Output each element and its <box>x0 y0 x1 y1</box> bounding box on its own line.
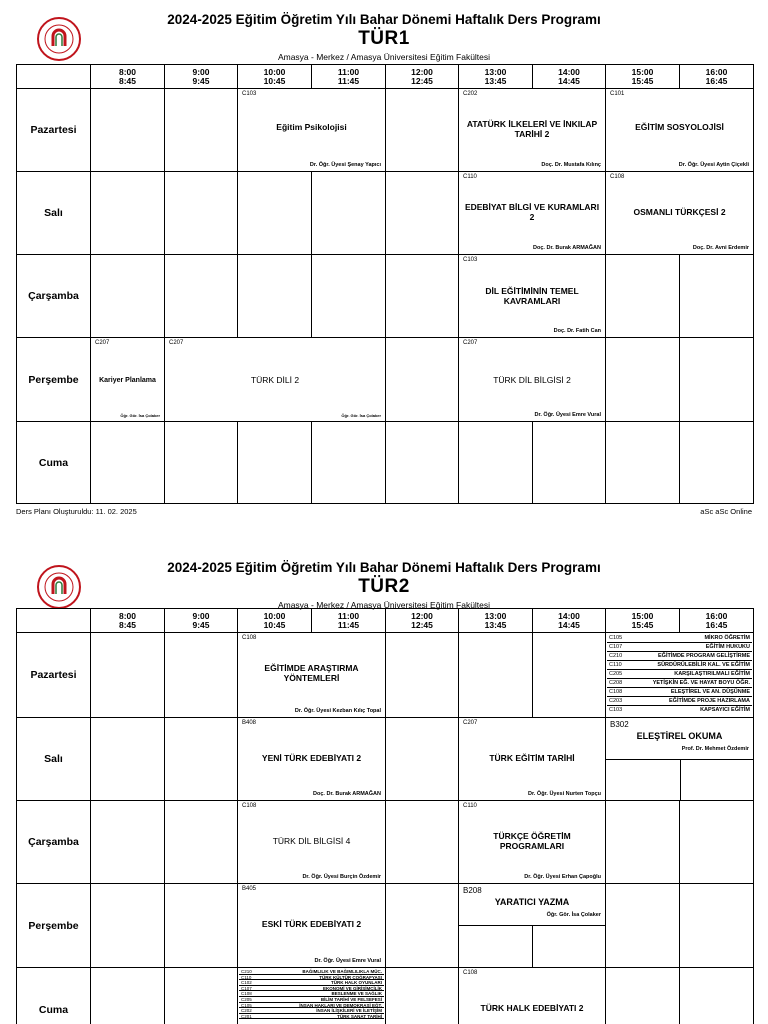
empty-cell <box>165 172 238 255</box>
lesson-name: TÜRK DİL BİLGİSİ 2 <box>493 375 571 385</box>
lesson-cell[interactable] <box>459 968 606 1024</box>
empty-cell <box>165 884 238 968</box>
period-header: 14:00 14:45 <box>533 65 606 89</box>
lesson-cell[interactable] <box>606 172 754 255</box>
room-label: C207 <box>463 720 478 726</box>
empty-cell <box>238 255 312 338</box>
room-label: C103 <box>463 257 478 263</box>
elective-item[interactable]: C210 BAĞIMLILIK VE BAĞIMLILIKLA MÜC. <box>241 969 382 974</box>
empty-cell <box>533 633 606 718</box>
teacher-name: Doç. Dr. Fatih Can <box>553 328 601 334</box>
empty-cell <box>680 422 754 504</box>
empty-cell <box>165 89 238 172</box>
class-name: TÜR1 <box>358 28 410 49</box>
period-header: 9:00 9:45 <box>165 609 238 633</box>
teacher-name: Öğr. Gör. İsa Çolaker <box>546 912 601 918</box>
lesson-name: TÜRK DİL BİLGİSİ 4 <box>272 836 351 846</box>
day-label: Çarşamba <box>17 801 91 884</box>
teacher-name: Dr. Öğr. Üyesi Aytin Çiçekli <box>678 162 749 168</box>
page-title: 2024-2025 Eğitim Öğretim Yılı Bahar Dönemi Haftalık Ders Programı <box>167 12 601 27</box>
corner-cell <box>17 65 91 89</box>
period-header: 8:00 8:45 <box>91 65 165 89</box>
elective-item[interactable]: C108 ELEŞTİREL VE AN. DÜŞÜNME <box>609 689 750 695</box>
lesson-name: YARATICI YAZMA <box>494 897 570 907</box>
lesson-cell[interactable] <box>459 255 606 338</box>
room-label: C207 <box>95 340 110 346</box>
teacher-name: Dr. Öğr. Üyesi Emre Vural <box>314 958 381 964</box>
empty-cell <box>533 422 606 504</box>
empty-cell <box>606 255 680 338</box>
lesson-name: YENİ TÜRK EDEBİYATI 2 <box>261 753 362 763</box>
lesson-cell[interactable] <box>459 718 606 801</box>
empty-cell <box>680 884 754 968</box>
room-label: B405 <box>242 886 257 892</box>
lesson-name: EĞİTİM SOSYOLOJİSİ <box>635 122 724 132</box>
empty-cell <box>606 968 680 1024</box>
day-row-monday <box>17 89 754 172</box>
teacher-name: Dr. Öğr. Üyesi Emre Vural <box>534 412 601 418</box>
schedule-table <box>16 64 754 504</box>
elective-item[interactable]: C102 TÜRK HALK OYUNLARI <box>241 980 382 986</box>
lesson-cell[interactable] <box>238 89 386 172</box>
empty-cell <box>386 255 459 338</box>
empty-cell <box>680 338 754 422</box>
empty-cell <box>165 968 238 1024</box>
elective-item[interactable]: C107 EĞİTİM HUKUKU <box>609 644 750 650</box>
lesson-cell[interactable] <box>459 884 606 968</box>
lesson-cell[interactable] <box>238 884 386 968</box>
cell-divider <box>680 759 681 800</box>
room-label: C108 <box>242 803 257 809</box>
empty-cell <box>91 801 165 884</box>
empty-cell <box>386 968 459 1024</box>
timetable-page-2 <box>0 548 768 1024</box>
empty-cell <box>238 172 312 255</box>
day-row-thursday <box>17 338 754 422</box>
room-label: B302 <box>610 720 629 729</box>
period-header: 15:00 15:45 <box>606 65 680 89</box>
cell-divider <box>532 925 533 967</box>
lesson-name: ESKİ TÜRK EDEBİYATI 2 <box>261 919 362 929</box>
elective-item[interactable]: C105 İNSAN HAKLARI VE DEMOKRASİ EĞT. <box>241 1002 382 1008</box>
period-header: 13:00 13:45 <box>459 609 533 633</box>
elective-item[interactable]: C110 SÜRDÜRÜLEBİLİR KAL. VE EĞİTİM <box>609 662 750 668</box>
empty-cell <box>91 718 165 801</box>
day-label: Çarşamba <box>17 255 91 338</box>
page-subtitle: Amasya - Merkez / Amasya Üniversitesi Eğitim Fakültesi <box>277 600 491 610</box>
elective-item[interactable]: C205 BİLİM TARİHİ VE FELSEFESİ <box>241 996 382 1002</box>
period-header: 10:00 10:45 <box>238 609 312 633</box>
empty-cell <box>165 633 238 718</box>
lesson-name: TÜRK HALK EDEBİYATI 2 <box>480 1003 584 1013</box>
empty-cell <box>386 89 459 172</box>
day-label: Pazartesi <box>17 633 91 718</box>
lesson-cell[interactable] <box>459 172 606 255</box>
empty-cell <box>165 255 238 338</box>
header-row <box>17 609 754 633</box>
period-header: 11:00 11:45 <box>312 609 386 633</box>
creation-date-footer: Ders Planı Oluşturuldu: 11. 02. 2025 <box>16 507 137 516</box>
empty-cell <box>238 422 312 504</box>
elective-group-cell[interactable] <box>606 633 754 718</box>
room-label: C108 <box>463 970 478 976</box>
lesson-name: TÜRK EĞİTİM TARİHİ <box>489 753 575 763</box>
teacher-name: Doç. Dr. Mustafa Kılınç <box>541 162 601 168</box>
day-row-friday <box>17 422 754 504</box>
day-label: Perşembe <box>17 884 91 968</box>
empty-cell <box>606 338 680 422</box>
room-label: B408 <box>242 720 257 726</box>
empty-cell <box>91 89 165 172</box>
page-title: 2024-2025 Eğitim Öğretim Yılı Bahar Dönemi Haftalık Ders Programı <box>167 560 601 575</box>
day-row-wednesday <box>17 255 754 338</box>
period-header: 12:00 12:45 <box>386 65 459 89</box>
period-header: 13:00 13:45 <box>459 65 533 89</box>
empty-cell <box>386 422 459 504</box>
elective-item[interactable]: C202 İNSAN İLİŞKİLERİ VE İLETİŞİM <box>241 1008 382 1014</box>
lesson-name: Eğitim Psikolojisi <box>276 122 347 132</box>
day-row-tuesday <box>17 172 754 255</box>
lesson-cell[interactable] <box>238 718 386 801</box>
empty-cell <box>91 172 165 255</box>
period-header: 14:00 14:45 <box>533 609 606 633</box>
period-header: 15:00 15:45 <box>606 609 680 633</box>
empty-cell <box>312 422 386 504</box>
empty-cell <box>606 801 680 884</box>
empty-cell <box>606 422 680 504</box>
elective-group-cell[interactable] <box>238 968 386 1024</box>
empty-cell <box>459 633 533 718</box>
day-label: Perşembe <box>17 338 91 422</box>
elective-item[interactable]: C203 EĞİTİMDE PROJE HAZIRLAMA <box>609 698 750 704</box>
elective-item[interactable]: C103 KAPSAYICI EĞİTİM <box>609 707 750 713</box>
elective-item[interactable]: C105 MİKRO ÖĞRETİM <box>609 635 750 641</box>
room-label: C110 <box>463 803 477 809</box>
period-header: 9:00 9:45 <box>165 65 238 89</box>
empty-cell <box>680 968 754 1024</box>
day-row-monday <box>17 633 754 718</box>
period-header: 12:00 12:45 <box>386 609 459 633</box>
room-label: C108 <box>242 635 257 641</box>
day-label: Salı <box>17 718 91 801</box>
empty-cell <box>165 422 238 504</box>
room-label: C103 <box>242 91 257 97</box>
room-label: C207 <box>463 340 478 346</box>
schedule-table <box>16 608 754 1024</box>
elective-item[interactable]: C210 EĞİTİMDE PROGRAM GELİŞTİRME <box>609 653 750 659</box>
elective-item[interactable]: C201 TÜRK SANAT TARİHİ <box>241 1013 382 1019</box>
empty-cell <box>386 338 459 422</box>
software-credit-footer: aSc aSc Online <box>700 507 752 516</box>
lesson-name: EĞİTİMDE ARAŞTIRMA YÖNTEMLERİ <box>264 663 359 683</box>
teacher-name: Prof. Dr. Mehmet Özdemir <box>681 746 749 752</box>
empty-cell <box>386 172 459 255</box>
empty-cell <box>386 633 459 718</box>
lesson-cell[interactable] <box>91 338 165 422</box>
empty-cell <box>91 968 165 1024</box>
empty-cell <box>91 633 165 718</box>
elective-item[interactable]: C208 YETİŞKİN EĞ. VE HAYAT BOYU ÖĞR. <box>609 680 750 686</box>
lesson-name: EDEBİYAT BİLGİ VE KURAMLARI 2 <box>464 202 600 222</box>
lesson-cell[interactable] <box>606 718 754 801</box>
teacher-name: Doç. Dr. Burak ARMAĞAN <box>533 245 601 251</box>
period-header: 11:00 11:45 <box>312 65 386 89</box>
period-header: 10:00 10:45 <box>238 65 312 89</box>
lesson-cell[interactable] <box>459 89 606 172</box>
teacher-name: Dr. Öğr. Üyesi Kezban Kılıç Topal <box>294 708 381 714</box>
room-label: C207 <box>169 340 184 346</box>
elective-item[interactable]: C205 KARŞILAŞTIRILMALI EĞİTİM <box>609 671 750 677</box>
header-row <box>17 65 754 89</box>
lesson-cell[interactable] <box>459 338 606 422</box>
room-label: C110 <box>463 174 477 180</box>
empty-cell <box>386 801 459 884</box>
class-name: TÜR2 <box>358 576 410 597</box>
empty-cell <box>386 884 459 968</box>
teacher-name: Dr. Öğr. Üyesi Nurten Topçu <box>528 791 601 797</box>
day-label: Cuma <box>17 422 91 504</box>
day-row-friday <box>17 968 754 1024</box>
empty-cell <box>165 801 238 884</box>
room-label: B208 <box>463 886 482 895</box>
lesson-cell[interactable] <box>238 633 386 718</box>
teacher-name: Dr. Öğr. Üyesi Erhan Çapoğlu <box>524 874 601 880</box>
room-label: C108 <box>610 174 625 180</box>
empty-cell <box>165 718 238 801</box>
elective-item[interactable]: C110 TÜRK KÜLTÜR COĞRAFYASI <box>241 974 382 980</box>
elective-list <box>607 634 752 715</box>
room-label: C202 <box>463 91 478 97</box>
period-header: 16:00 16:45 <box>680 609 754 633</box>
teacher-name: Dr. Öğr. Üyesi Burçin Özdemir <box>302 874 381 880</box>
empty-cell <box>386 718 459 801</box>
day-label: Cuma <box>17 968 91 1024</box>
empty-cell <box>606 884 680 968</box>
corner-cell <box>17 609 91 633</box>
teacher-name: Dr. Öğr. Üyesi Şenay Yapıcı <box>309 162 381 168</box>
empty-cell <box>312 172 386 255</box>
empty-cell <box>459 422 533 504</box>
empty-cell <box>680 255 754 338</box>
elective-item[interactable]: C107 EKONOMİ VE GİRİŞİMCİLİK <box>241 985 382 991</box>
day-label: Pazartesi <box>17 89 91 172</box>
period-header: 8:00 8:45 <box>91 609 165 633</box>
day-row-wednesday <box>17 801 754 884</box>
lesson-name: ELEŞTİREL OKUMA <box>636 731 723 741</box>
lesson-name: TÜRKÇE ÖĞRETİM PROGRAMLARI <box>493 831 571 851</box>
lesson-name: TÜRK DİLİ 2 <box>250 375 300 385</box>
teacher-name: Doç. Dr. Avni Erdemir <box>692 245 749 251</box>
elective-item[interactable]: C108 BESLENME VE SAĞLIK <box>241 991 382 997</box>
day-row-thursday <box>17 884 754 968</box>
day-label: Salı <box>17 172 91 255</box>
lesson-name: DİL EĞİTİMİNİN TEMEL KAVRAMLARI <box>485 286 579 306</box>
empty-cell <box>91 255 165 338</box>
empty-cell <box>91 422 165 504</box>
lesson-cell[interactable] <box>606 89 754 172</box>
elective-list <box>239 969 384 1019</box>
lesson-name: ATATÜRK İLKELERİ VE İNKILAP TARİHİ 2 <box>466 119 598 139</box>
teacher-name: Doç. Dr. Burak ARMAĞAN <box>313 791 381 797</box>
empty-cell <box>312 255 386 338</box>
day-row-tuesday <box>17 718 754 801</box>
lesson-name: Kariyer Planlama <box>99 377 156 384</box>
lesson-cell[interactable] <box>459 801 606 884</box>
lesson-cell[interactable] <box>238 801 386 884</box>
lesson-name: OSMANLI TÜRKÇESİ 2 <box>633 207 726 217</box>
teacher-name: Öğr. Gör. İsa Çolaker <box>341 413 381 418</box>
empty-cell <box>680 801 754 884</box>
page-subtitle: Amasya - Merkez / Amasya Üniversitesi Eğitim Fakültesi <box>277 52 491 62</box>
teacher-name: Öğr. Gör. İsa Çolaker <box>120 413 160 418</box>
room-label: C101 <box>610 91 625 97</box>
period-header: 16:00 16:45 <box>680 65 754 89</box>
lesson-cell[interactable] <box>165 338 386 422</box>
empty-cell <box>91 884 165 968</box>
